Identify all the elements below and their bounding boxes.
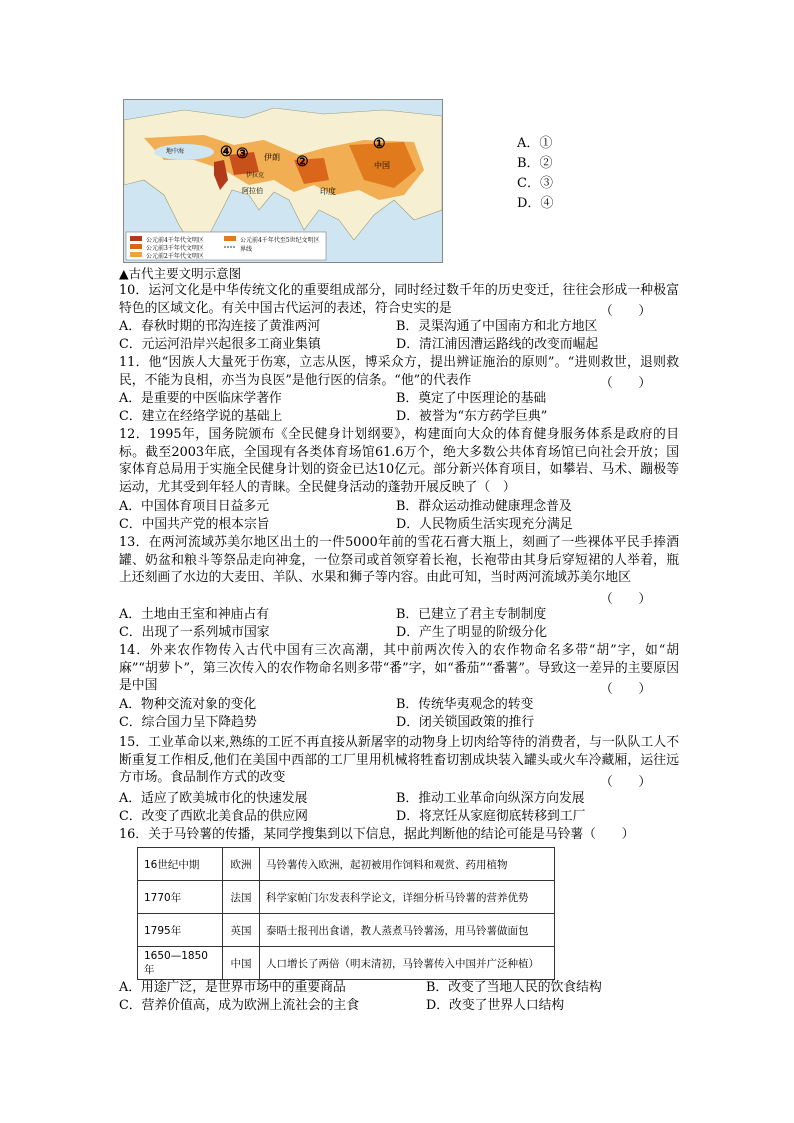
legend-item-4: 公元前4千年代至5世纪文明区 (240, 237, 320, 244)
table-cell-event: 泰晤士报刊出食谱，教人蒸煮马铃薯汤，用马铃薯做面包 (260, 914, 555, 947)
q13-option-a[interactable]: A．土地由王室和神庙占有 (119, 607, 270, 622)
q16-stem: 16．关于马铃薯的传播，某同学搜集到以下信息，据此判断他的结论可能是马铃薯（ ） (119, 827, 635, 842)
map-caption: ▲古代主要文明示意图 (119, 266, 242, 281)
table-cell-event: 科学家帕门尔发表科学论文，详细分析马铃薯的营养优势 (260, 881, 555, 914)
legend-item-1: 公元前4千年代文明区 (146, 237, 204, 244)
q16-option-c[interactable]: C．营养价值高，成为欧洲上流社会的主食 (119, 998, 360, 1013)
q10-answer-paren: （ ） (600, 304, 652, 319)
q12-option-a[interactable]: A．中国体育项目日益多元 (119, 499, 270, 514)
q15-option-d[interactable]: D．将烹饪从家庭彻底转移到工厂 (396, 809, 586, 824)
map-label-mediterranean: 地中海 (166, 148, 185, 155)
table-row (138, 881, 555, 914)
q15-option-b[interactable]: B．推动工业革命向纵深方向发展 (396, 791, 585, 806)
ancient-civilizations-map (123, 99, 443, 263)
table-cell-period: 1650—1850年 (138, 947, 223, 980)
q14-option-b[interactable]: B．传统华夷观念的转变 (396, 697, 534, 712)
legend-item-3: 公元前2千年代文明区 (146, 253, 204, 260)
map-label-iraq: 伊拉克 (246, 172, 265, 179)
table-cell-region: 欧洲 (223, 848, 260, 881)
table-cell-region: 中国 (223, 947, 260, 980)
q12-stem: 12．1995年，国务院颁布《全民健身计划纲要》，构建面向大众的体育健身服务体系是政府的目标。截至2003年底，全国现有各类体育场馆61.6万个，绝大多数公共体育场馆已向社会开放；国家体育总局用于实施全民健身计划的资金已达10亿元。部分新兴体育项目，如攀岩、马术、蹦极等运动，尤其受到年轻人的青睐。全民健身活动的蓬勃开展反映了（ ） (119, 427, 679, 495)
map-options (517, 134, 553, 214)
q12-option-d[interactable]: D．人民物质生活实现充分满足 (396, 517, 573, 532)
q16-option-d[interactable]: D．改变了世界人口结构 (426, 998, 565, 1013)
q12-option-b[interactable]: B．群众运动推动健康理念普及 (396, 499, 572, 514)
q11-option-a[interactable]: A．是重要的中医临床学著作 (119, 391, 282, 406)
q11-option-b[interactable]: B．奠定了中医理论的基础 (396, 391, 547, 406)
map-label-iran: 伊朗 (264, 153, 280, 162)
q11-option-d[interactable]: D．被誉为“东方药学巨典” (396, 409, 548, 424)
q14-option-c[interactable]: C．综合国力呈下降趋势 (119, 715, 257, 730)
legend-item-2: 公元前3千年代文明区 (146, 245, 204, 252)
table-cell-period: 16世纪中期 (138, 848, 223, 881)
q15-answer-paren: （ ） (600, 775, 652, 790)
q10-option-b[interactable]: B．灵渠沟通了中国南方和北方地区 (396, 319, 598, 334)
map-option-b[interactable]: B．② (517, 156, 553, 171)
map-label-india: 印度 (320, 187, 336, 196)
table-row (138, 947, 555, 980)
legend-item-5: 界线 (240, 246, 253, 253)
q11-stem: 11．他“因族人大量死于伤寒，立志从医，博采众方，提出辨证施治的原则”。“进则救世，退则救民，不能为良相，亦当为良医”是他行医的信条。“他”的代表作 (119, 355, 679, 388)
q15-option-a[interactable]: A．适应了欧美城市化的快速发展 (119, 791, 308, 806)
table-row (138, 848, 555, 881)
table-cell-region: 法国 (223, 881, 260, 914)
q16-option-a[interactable]: A．用途广泛，是世界市场中的重要商品 (119, 980, 346, 995)
q15-option-c[interactable]: C．改变了西欧北美食品的供应网 (119, 809, 308, 824)
map-label-arabia: 阿拉伯 (242, 187, 263, 195)
q11-option-c[interactable]: C．建立在经络学说的基础上 (119, 409, 283, 424)
q14-option-d[interactable]: D．闭关锁国政策的推行 (396, 715, 535, 730)
q13-option-d[interactable]: D．产生了明显的阶级分化 (396, 625, 548, 640)
map-marker-3: ③ (236, 146, 249, 162)
potato-info-table (137, 847, 555, 980)
q10-stem: 10．运河文化是中华传统文化的重要组成部分，同时经过数千年的历史变迁，往往会形成一种极富特色的区域文化。有关中国古代运河的表述，符合史实的是 (119, 283, 679, 316)
q13-stem: 13．在两河流域苏美尔地区出土的一件5000年前的雪花石膏大瓶上，刻画了一些裸体平民手捧酒罐、奶盆和粮斗等祭品走向神龛，一位祭司或首领穿着长袍，长袍带由其身后穿短裙的人举着，瓶上还刻画了水边的大麦田、羊队、水果和狮子等内容。由此可知，当时两河流域苏美尔地区 (119, 535, 679, 586)
q10-option-a[interactable]: A．春秋时期的邗沟连接了黄淮两河 (119, 319, 321, 334)
map-marker-2: ② (296, 154, 309, 170)
map-option-d[interactable]: D．④ (517, 196, 554, 211)
table-cell-event: 人口增长了两倍（明末清初，马铃薯传入中国并广泛种植） (260, 947, 555, 980)
q13-option-c[interactable]: C．出现了一系列城市国家 (119, 625, 270, 640)
map-label-china: 中国 (374, 161, 390, 170)
map-marker-4: ④ (220, 144, 233, 160)
q13-option-b[interactable]: B．已建立了君主专制制度 (396, 607, 547, 622)
q15-stem: 15．工业革命以来,熟练的工匠不再直接从新屠宰的动物身上切肉给等待的消费者，与一队队工人不断重复工作相反,他们在美国中西部的工厂里用机械将牲畜切割成块装入罐头或火车冷藏厢，运往远方市场。食品制作方式的改变 (119, 735, 679, 786)
table-cell-period: 1795年 (138, 914, 223, 947)
map-marker-1: ① (373, 136, 386, 152)
q10-option-c[interactable]: C．元运河沿岸兴起很多工商业集镇 (119, 337, 321, 352)
map-option-c[interactable]: C．③ (517, 176, 553, 191)
table-cell-event: 马铃薯传入欧洲，起初被用作饲料和观赏、药用植物 (260, 848, 555, 881)
q14-option-a[interactable]: A．物种交流对象的变化 (119, 697, 257, 712)
q13-answer-paren: （ ） (600, 592, 652, 607)
q12-option-c[interactable]: C．中国共产党的根本宗旨 (119, 517, 270, 532)
q10-option-d[interactable]: D．清江浦因漕运路线的改变而崛起 (396, 337, 599, 352)
map-option-a[interactable]: A．① (517, 136, 553, 151)
table-cell-period: 1770年 (138, 881, 223, 914)
q16-option-b[interactable]: B．改变了当地人民的饮食结构 (426, 980, 602, 995)
table-row (138, 914, 555, 947)
q11-answer-paren: （ ） (600, 376, 652, 391)
q14-answer-paren: （ ） (600, 682, 652, 697)
table-cell-region: 英国 (223, 914, 260, 947)
q14-stem: 14．外来农作物传入古代中国有三次高潮，其中前两次传入的农作物命名多带“胡”字，如“胡麻”“胡萝卜”，第三次传入的农作物命名则多带“番”字，如“番茄”“番薯”。导致这一差异的主要原因是中国 (119, 643, 679, 694)
